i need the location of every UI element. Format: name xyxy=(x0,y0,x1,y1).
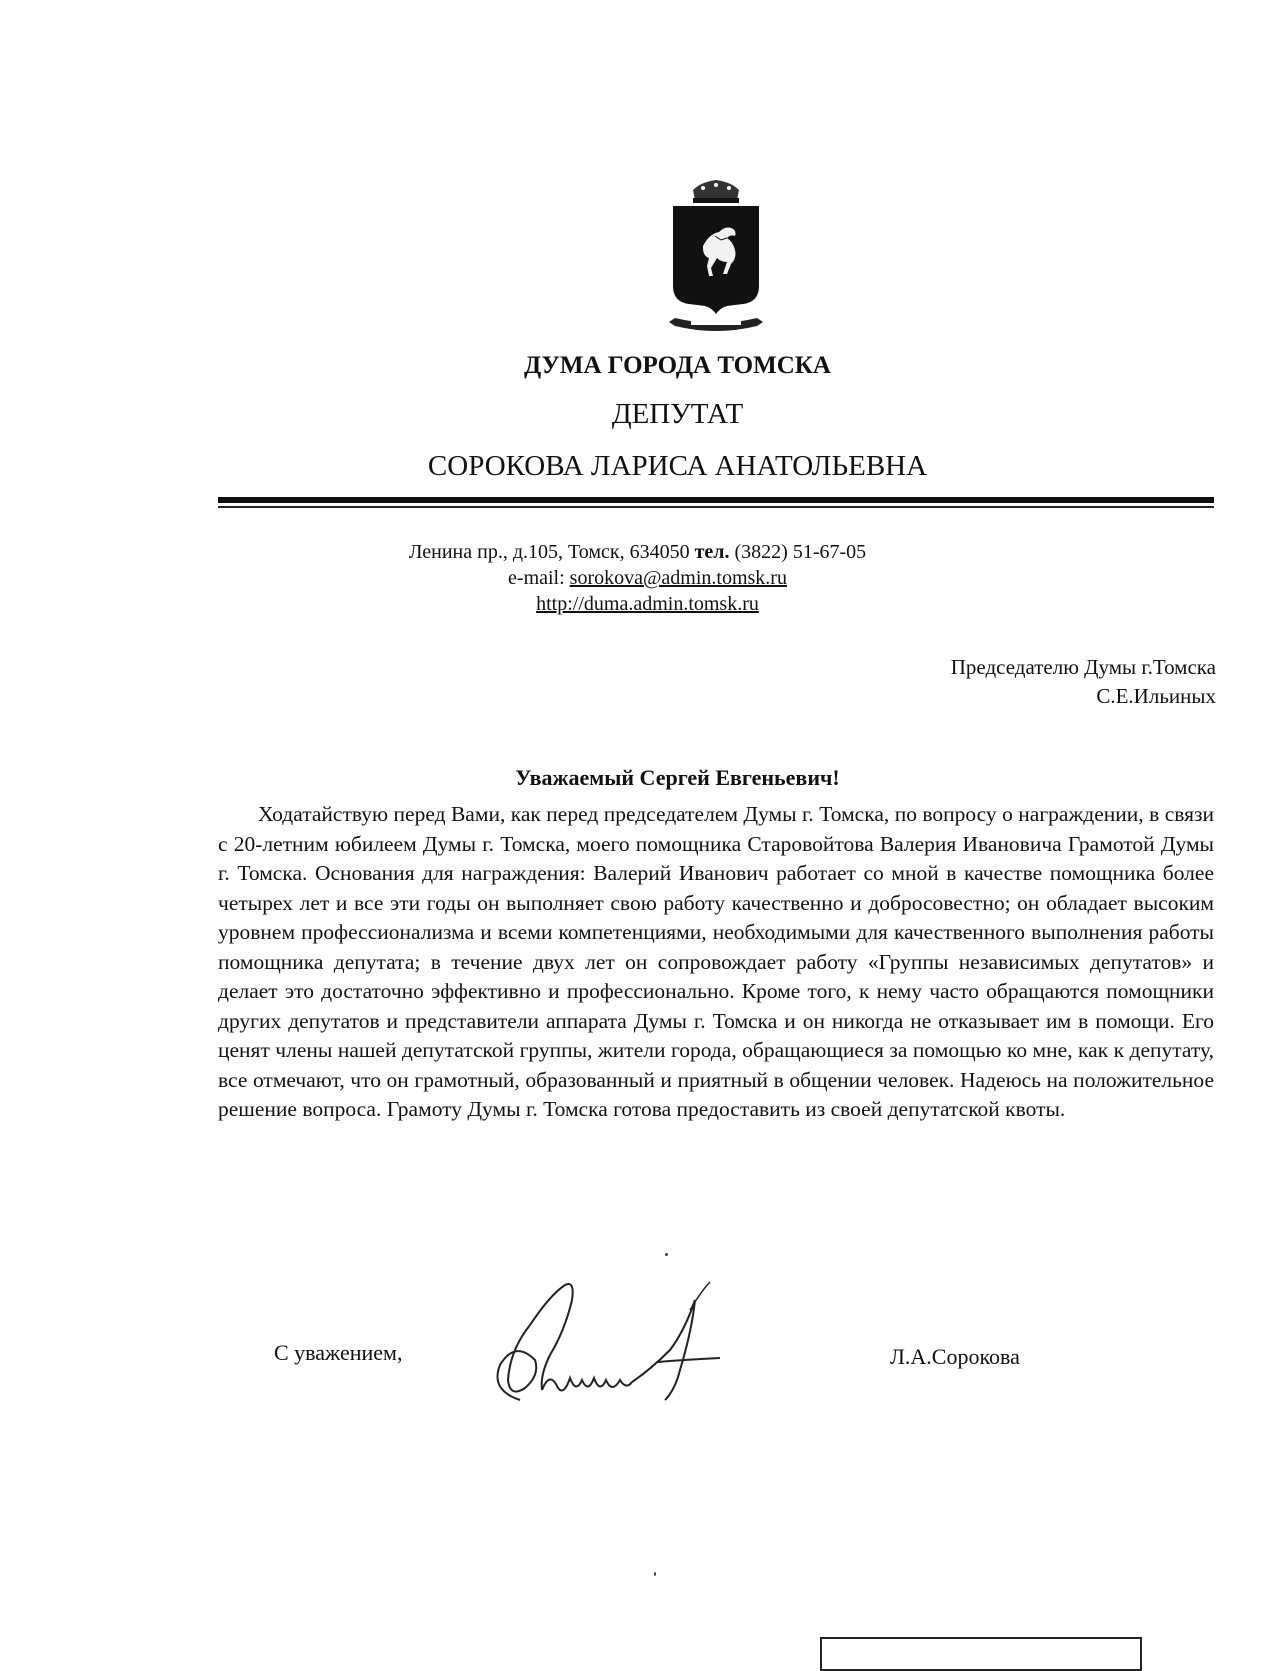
addressee-title: Председателю Думы г.Томска xyxy=(950,655,1216,679)
email-label: e-mail: xyxy=(508,567,565,589)
scan-speck xyxy=(665,1253,668,1256)
addressee-name: С.Е.Ильиных xyxy=(1096,684,1216,708)
deputy-name: СОРОКОВА ЛАРИСА АНАТОЛЬЕВНА xyxy=(427,450,928,482)
stamp-box-partial xyxy=(820,1637,1142,1671)
phone-label: тел. xyxy=(694,541,730,563)
closing-phrase: С уважением, xyxy=(274,1340,403,1365)
address: Ленина пр., д.105, Томск, 634050 xyxy=(408,541,690,563)
phone: (3822) 51-67-05 xyxy=(734,541,867,563)
salutation: Уважаемый Сергей Евгеньевич! xyxy=(515,765,840,790)
signer-name: Л.А.Сорокова xyxy=(890,1344,1020,1369)
website-link[interactable]: http://duma.admin.tomsk.ru xyxy=(536,593,759,615)
email-link[interactable]: sorokova@admin.tomsk.ru xyxy=(569,567,787,589)
scan-speck xyxy=(654,1572,656,1576)
coat-of-arms-icon xyxy=(665,178,767,344)
position-title: ДЕПУТАТ xyxy=(611,398,744,430)
signature-image xyxy=(480,1270,760,1420)
contact-website-line xyxy=(0,593,1275,616)
header-divider-thin xyxy=(218,506,1214,508)
contact-address-line xyxy=(0,541,1275,564)
letter-body: Ходатайствую перед Вами, как перед председателем Думы г. Томска, по вопросу о награждении, в связи с 20-летним юбилеем Думы г. Томска, моего помощника Старовойтова Валерия Ивановича Грамотой Думы г. Томска. Основания для награждения: Валерий Иванович работает со мной в качестве помощника более четырех лет и все эти годы он выполняет свою работу качественно и добросовестно; он обладает высоким уровнем профессионализма и всеми компетенциями, необходимыми для качественного выполнения работы помощника депутата; в течение двух лет он сопровождает работу «Группы независимых депутатов» и делает это достаточно эффективно и профессионально. Кроме того, к нему часто обращаются помощники других депутатов и представители аппарата Думы г. Томска и он никогда не отказывает им в помощи. Его ценят члены нашей депутатской группы, жители города, обращающиеся за помощью ко мне, как к депутату, все отмечают, что он грамотный, образованный и приятный в общении человек. Надеюсь на положительное решение вопроса. Грамоту Думы г. Томска готова предоставить из своей депутатской квоты. xyxy=(218,802,1214,1121)
contact-email-line xyxy=(0,567,1275,590)
header-divider-thick xyxy=(218,497,1214,503)
organization-name: ДУМА ГОРОДА ТОМСКА xyxy=(524,352,831,379)
